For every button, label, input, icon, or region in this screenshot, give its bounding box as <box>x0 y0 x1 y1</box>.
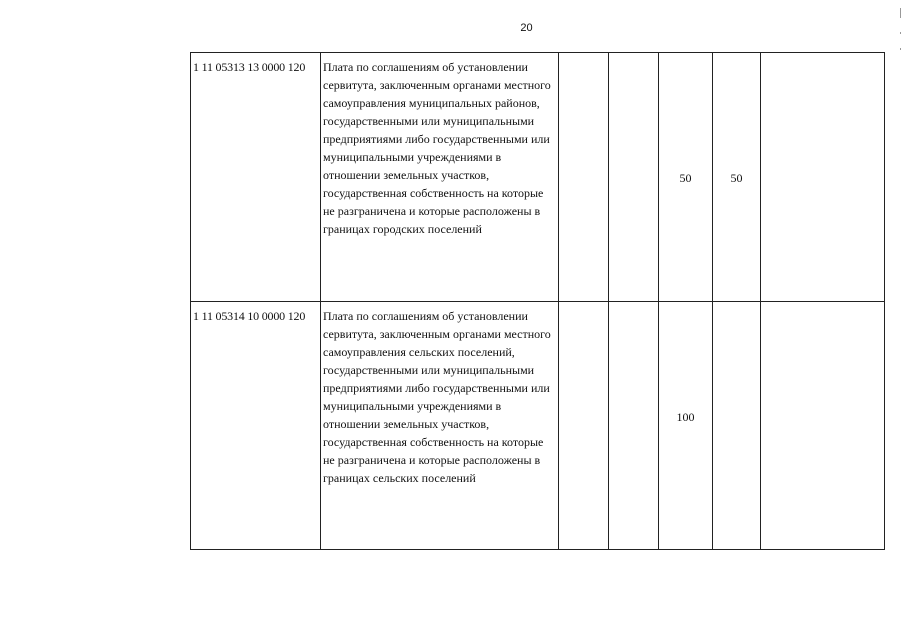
value-cell-col4 <box>609 53 659 302</box>
value-cell-col4 <box>609 302 659 550</box>
revenue-code-cell: 1 11 05314 10 0000 120 <box>191 302 321 550</box>
value-cell-col3 <box>559 53 609 302</box>
value-cell-col5: 100 <box>659 302 713 550</box>
revenue-description-cell: Плата по соглашениям об установлении сервитута, заключенным органами местного самоуправления сельских поселений, государственными или муниципальными предприятиями либо государственными или муниципальными учреждениями в отношении земельных участков, государственная собственность на которые не разграничена и которые расположены в границах сельских поселений <box>321 302 559 550</box>
value-cell-col7 <box>761 302 885 550</box>
revenue-description-cell: Плата по соглашениям об установлении сервитута, заключенным органами местного самоуправления муниципальных районов, государственными или муниципальными предприятиями либо государственными или муниципальными учреждениями в отношении земельных участков, государственная собственность на которые не разграничена и которые расположены в границах городских поселений <box>321 53 559 302</box>
revenue-table <box>190 52 885 550</box>
revenue-code-cell: 1 11 05313 13 0000 120 <box>191 53 321 302</box>
value-cell-col5: 50 <box>659 53 713 302</box>
value-cell-col6: 50 <box>713 53 761 302</box>
value-cell-col3 <box>559 302 609 550</box>
scan-edge-mark <box>900 32 901 34</box>
value-cell-col7 <box>761 53 885 302</box>
scan-edge-mark <box>900 8 901 18</box>
page-number: 20 <box>520 22 533 34</box>
value-cell-col6 <box>713 302 761 550</box>
scan-edge-mark <box>900 48 901 50</box>
table-row <box>191 53 885 302</box>
table-row <box>191 302 885 550</box>
